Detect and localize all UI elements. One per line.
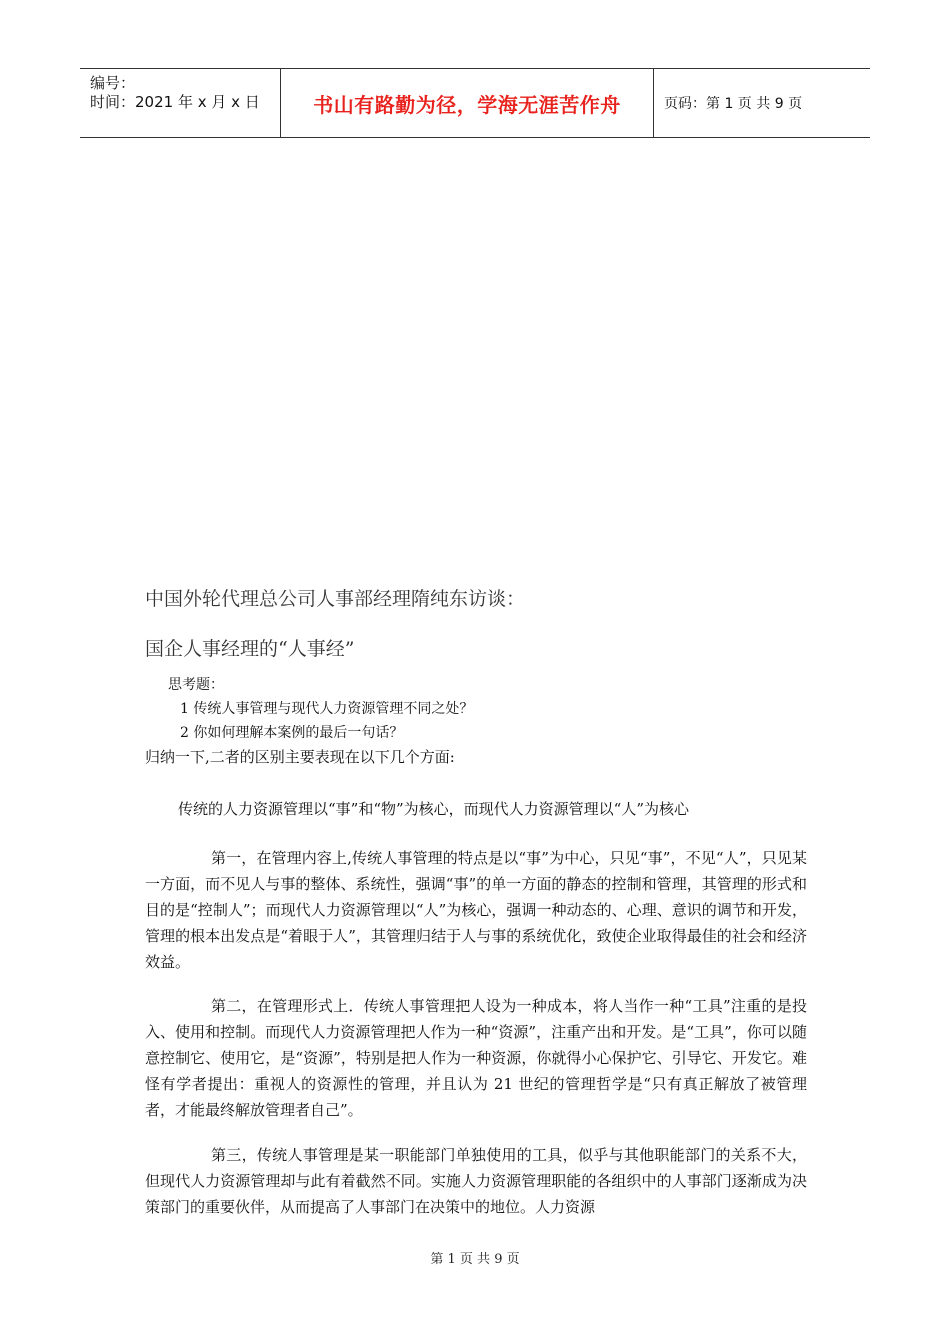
header-motto: 书山有路勤为径，学海无涯苦作舟 [280,69,654,137]
questions-label: 思考题： [168,677,224,693]
paragraph-second: 第二，在管理形式上．传统人事管理把人设为一种成本，将人当作一种“工具”注重的是投入、使用和控制。而现代人力资源管理把人作为一种“资源”，注重产出和开发。是“工具”，你可以随意控制它、使用它，是“资源”，特别是把人作为一种资源，你就得小心保护它、引导它、开发它。难怪有学者提出：重视人的资源性的管理，并且认为 21 世纪的管理哲学是“只有真正解放了被管理者，才能最终解放管理者自己”。 [145,997,807,1119]
core-statement: 传统的人力资源管理以“事”和“物”为核心，而现代人力资源管理以“人”为核心 [178,800,690,818]
header-table [80,68,870,138]
header-info-cell [80,69,280,137]
document-date: 时间：2021 年 x 月 x 日 [90,93,260,111]
article-title-line1: 中国外轮代理总公司人事部经理隋纯东访谈： [145,588,526,610]
header-page-code: 页码：第 1 页 共 9 页 [664,96,803,112]
question-2: 2 你如何理解本案例的最后一句话？ [180,725,404,741]
document-number-label: 编号： [90,74,136,92]
page-footer: 第 1 页 共 9 页 [430,1252,520,1267]
paragraph-first: 第一，在管理内容上,传统人事管理的特点是以“事”为中心，只见“事”，不见“人”，只见某一方面，而不见人与事的整体、系统性，强调“事”的单一方面的静态的控制和管理，其管理的形式和目的是“控制人”；而现代人力资源管理以“人”为核心，强调一种动态的、心理、意识的调节和开发，管理的根本出发点是“着眼于人”，其管理归结于人与事的系统优化，致使企业取得最佳的社会和经济效益。 [145,849,807,971]
summary-line: 归纳一下,二者的区别主要表现在以下几个方面: [145,748,455,766]
paragraph-third: 第三，传统人事管理是某一职能部门单独使用的工具，似乎与其他职能部门的关系不大，但现代人力资源管理却与此有着截然不同。实施人力资源管理职能的各组织中的人事部门逐渐成为决策部门的重要伙伴，从而提高了人事部门在决策中的地位。人力资源 [145,1146,807,1216]
article-title-line2: 国企人事经理的“人事经” [145,638,355,660]
question-1: 1 传统人事管理与现代人力资源管理不同之处？ [180,701,474,717]
